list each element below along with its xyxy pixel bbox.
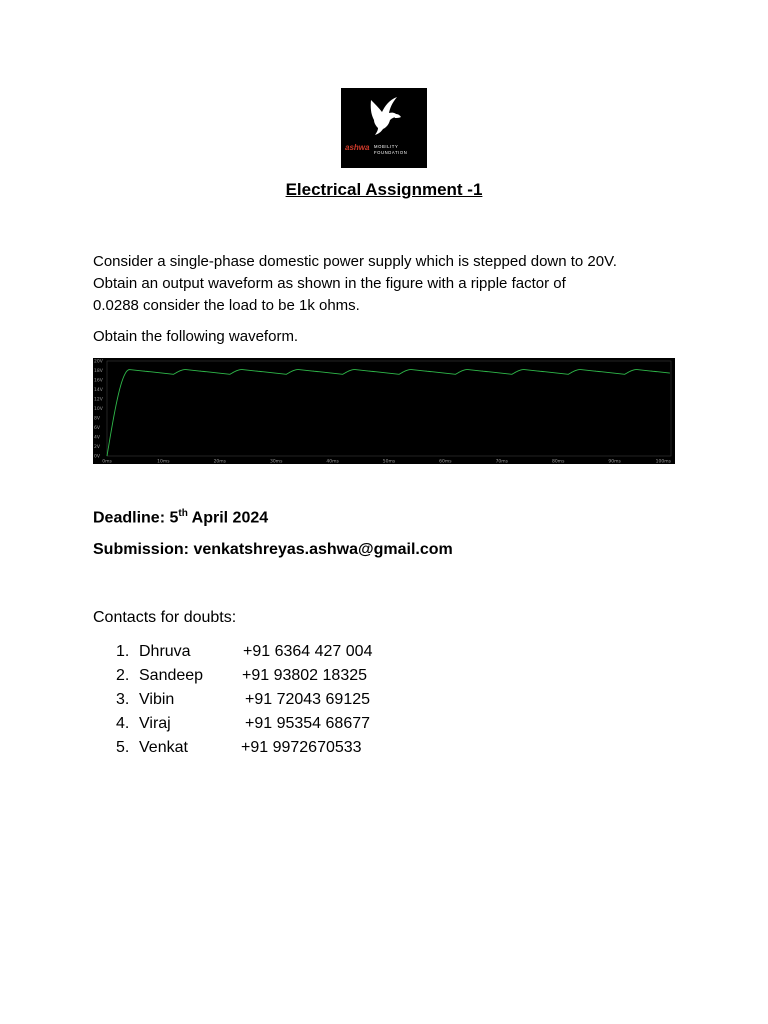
contact-number: 1. [116, 643, 130, 660]
submission-email: Submission: venkatshreyas.ashwa@gmail.com [93, 541, 453, 558]
deadline-label: Deadline: 5 [93, 509, 179, 527]
x-tick-label: 50ms [382, 459, 396, 464]
pegasus-icon [341, 88, 427, 144]
contact-name: Dhruva [139, 643, 191, 660]
page-title: Electrical Assignment -1 [285, 180, 483, 199]
deadline-sup: th [178, 508, 188, 519]
x-tick-label: 60ms [439, 459, 452, 464]
y-tick-label: 8V [94, 416, 100, 422]
contact-phone: +91 72043 69125 [245, 691, 371, 708]
y-tick-label: 4V [94, 435, 100, 441]
problem-line-1: Consider a single-phase domestic power supply which is stepped down to 20V. [93, 253, 617, 270]
waveform-svg [93, 358, 675, 464]
x-tick-label: 0ms [102, 459, 112, 464]
plot-frame [107, 361, 671, 456]
problem-statement [93, 251, 693, 317]
contact-number: 5. [116, 739, 130, 756]
contacts-heading: Contacts for doubts: [93, 609, 237, 626]
y-tick-label: 18V [94, 369, 103, 375]
x-tick-label: 40ms [326, 459, 339, 464]
x-tick-label: 30ms [269, 459, 283, 464]
contact-phone: +91 93802 18325 [242, 667, 368, 684]
x-tick-label: 80ms [551, 459, 565, 464]
x-tick-label: 20ms [213, 459, 227, 464]
problem-line-2: Obtain an output waveform as shown in the figure with a ripple factor of [93, 275, 566, 292]
output-voltage-line [107, 370, 670, 456]
y-tick-label: 16V [94, 378, 103, 384]
y-tick-label: 14V [94, 388, 103, 394]
x-tick-label: 90ms [608, 459, 621, 464]
problem-line-3: 0.0288 consider the load to be 1k ohms. [93, 297, 360, 314]
contact-phone: +91 95354 68677 [245, 715, 371, 732]
logo-brand-text: ashwa [345, 143, 370, 152]
x-tick-label: 10ms [157, 459, 170, 464]
contact-number: 4. [116, 715, 130, 732]
contact-name: Viraj [139, 715, 171, 732]
y-tick-label: 0V [94, 454, 100, 460]
y-tick-label: 20V [94, 359, 103, 365]
contact-name: Sandeep [139, 667, 204, 684]
waveform-instruction: Obtain the following waveform. [93, 328, 299, 345]
deadline-rest: April 2024 [187, 509, 269, 527]
logo-line1: MOBILITY [374, 144, 399, 149]
contact-name: Vibin [139, 691, 175, 708]
y-tick-label: 6V [94, 426, 100, 432]
x-tick-label: 70ms [495, 459, 509, 464]
contact-name: Venkat [139, 739, 188, 756]
contact-phone: +91 9972670533 [241, 739, 362, 756]
contact-number: 3. [116, 691, 130, 708]
output-waveform-chart [93, 358, 675, 464]
y-tick-label: 2V [94, 445, 100, 451]
x-tick-label: 100ms [655, 459, 671, 464]
ashwa-logo [341, 88, 427, 168]
y-tick-label: 10V [94, 407, 103, 413]
logo-line2: FOUNDATION [374, 150, 408, 155]
contact-number: 2. [116, 667, 130, 684]
y-tick-label: 12V [94, 397, 103, 403]
contact-phone: +91 6364 427 004 [243, 643, 373, 660]
deadline [93, 508, 268, 527]
